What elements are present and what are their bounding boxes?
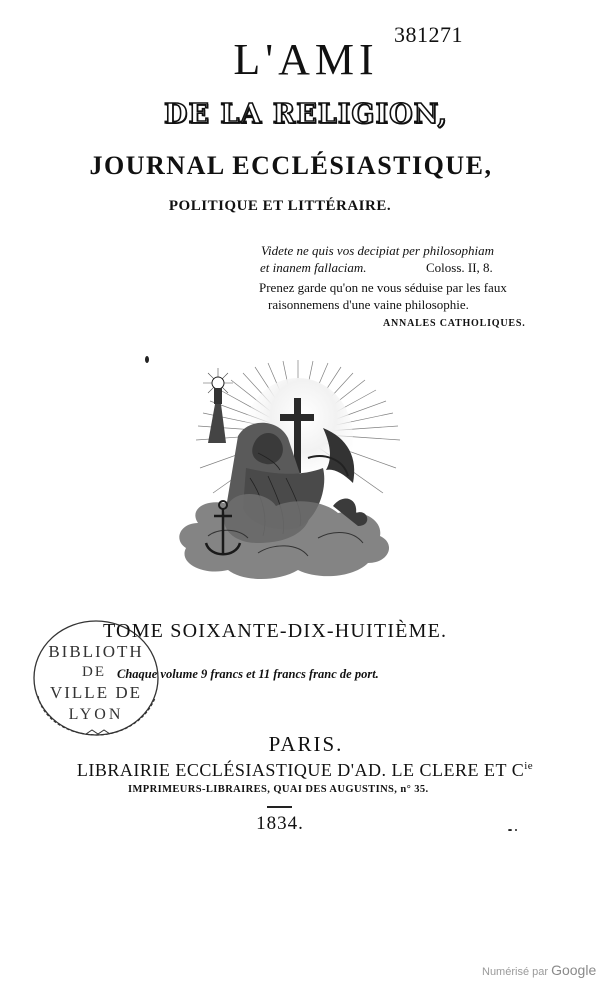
ink-speck	[508, 829, 512, 831]
stamp-line2: DE	[82, 664, 106, 680]
stamp-line1: BIBLIOTH	[48, 642, 144, 661]
publisher-name: LIBRAIRIE ECCLÉSIASTIQUE D'AD. LE CLERE ET C	[76, 760, 525, 780]
imprint-city: PARIS.	[268, 732, 344, 756]
imprint-publisher	[0, 760, 590, 781]
publication-year: 1834.	[256, 813, 304, 834]
epigraph-french-reference: ANNALES CATHOLIQUES.	[383, 318, 526, 329]
digitization-credit	[482, 962, 596, 978]
journal-title: L'AMI	[233, 35, 379, 84]
ink-speck	[515, 829, 517, 831]
catalog-number: 381271	[394, 22, 463, 47]
stamp-line4: LYON	[68, 706, 124, 723]
epigraph-french-line2: raisonnemens d'une vaine philosophie.	[268, 297, 469, 312]
epigraph-latin-line2: et inanem fallaciam.	[260, 260, 367, 275]
volume-price: Chaque volume 9 francs et 11 francs franc de port.	[117, 667, 379, 681]
divider-rule	[267, 806, 292, 808]
digitized-prefix: Numérisé par	[482, 966, 549, 978]
ink-speck	[145, 356, 149, 363]
religious-allegory-vignette-icon	[158, 358, 418, 590]
journal-description: JOURNAL ECCLÉSIASTIQUE,	[89, 151, 493, 180]
imprint-address: IMPRIMEURS-LIBRAIRES, QUAI DES AUGUSTINS, n° 35.	[128, 784, 429, 795]
epigraph-latin-reference: Coloss. II, 8.	[426, 260, 493, 275]
epigraph-latin-line1: Videte ne quis vos decipiat per philosophiam	[261, 243, 494, 258]
publisher-sup: ie	[524, 760, 534, 772]
volume-number: TOME SOIXANTE-DIX-HUITIÈME.	[103, 620, 448, 642]
stamp-line3: VILLE DE	[49, 683, 143, 702]
epigraph-french-line1: Prenez garde qu'on ne vous séduise par les faux	[259, 280, 507, 295]
journal-subtitle: DE LA RELIGION,	[164, 99, 448, 130]
digitized-brand: Google	[551, 962, 597, 978]
journal-description-secondary: POLITIQUE ET LITTÉRAIRE.	[168, 198, 392, 214]
